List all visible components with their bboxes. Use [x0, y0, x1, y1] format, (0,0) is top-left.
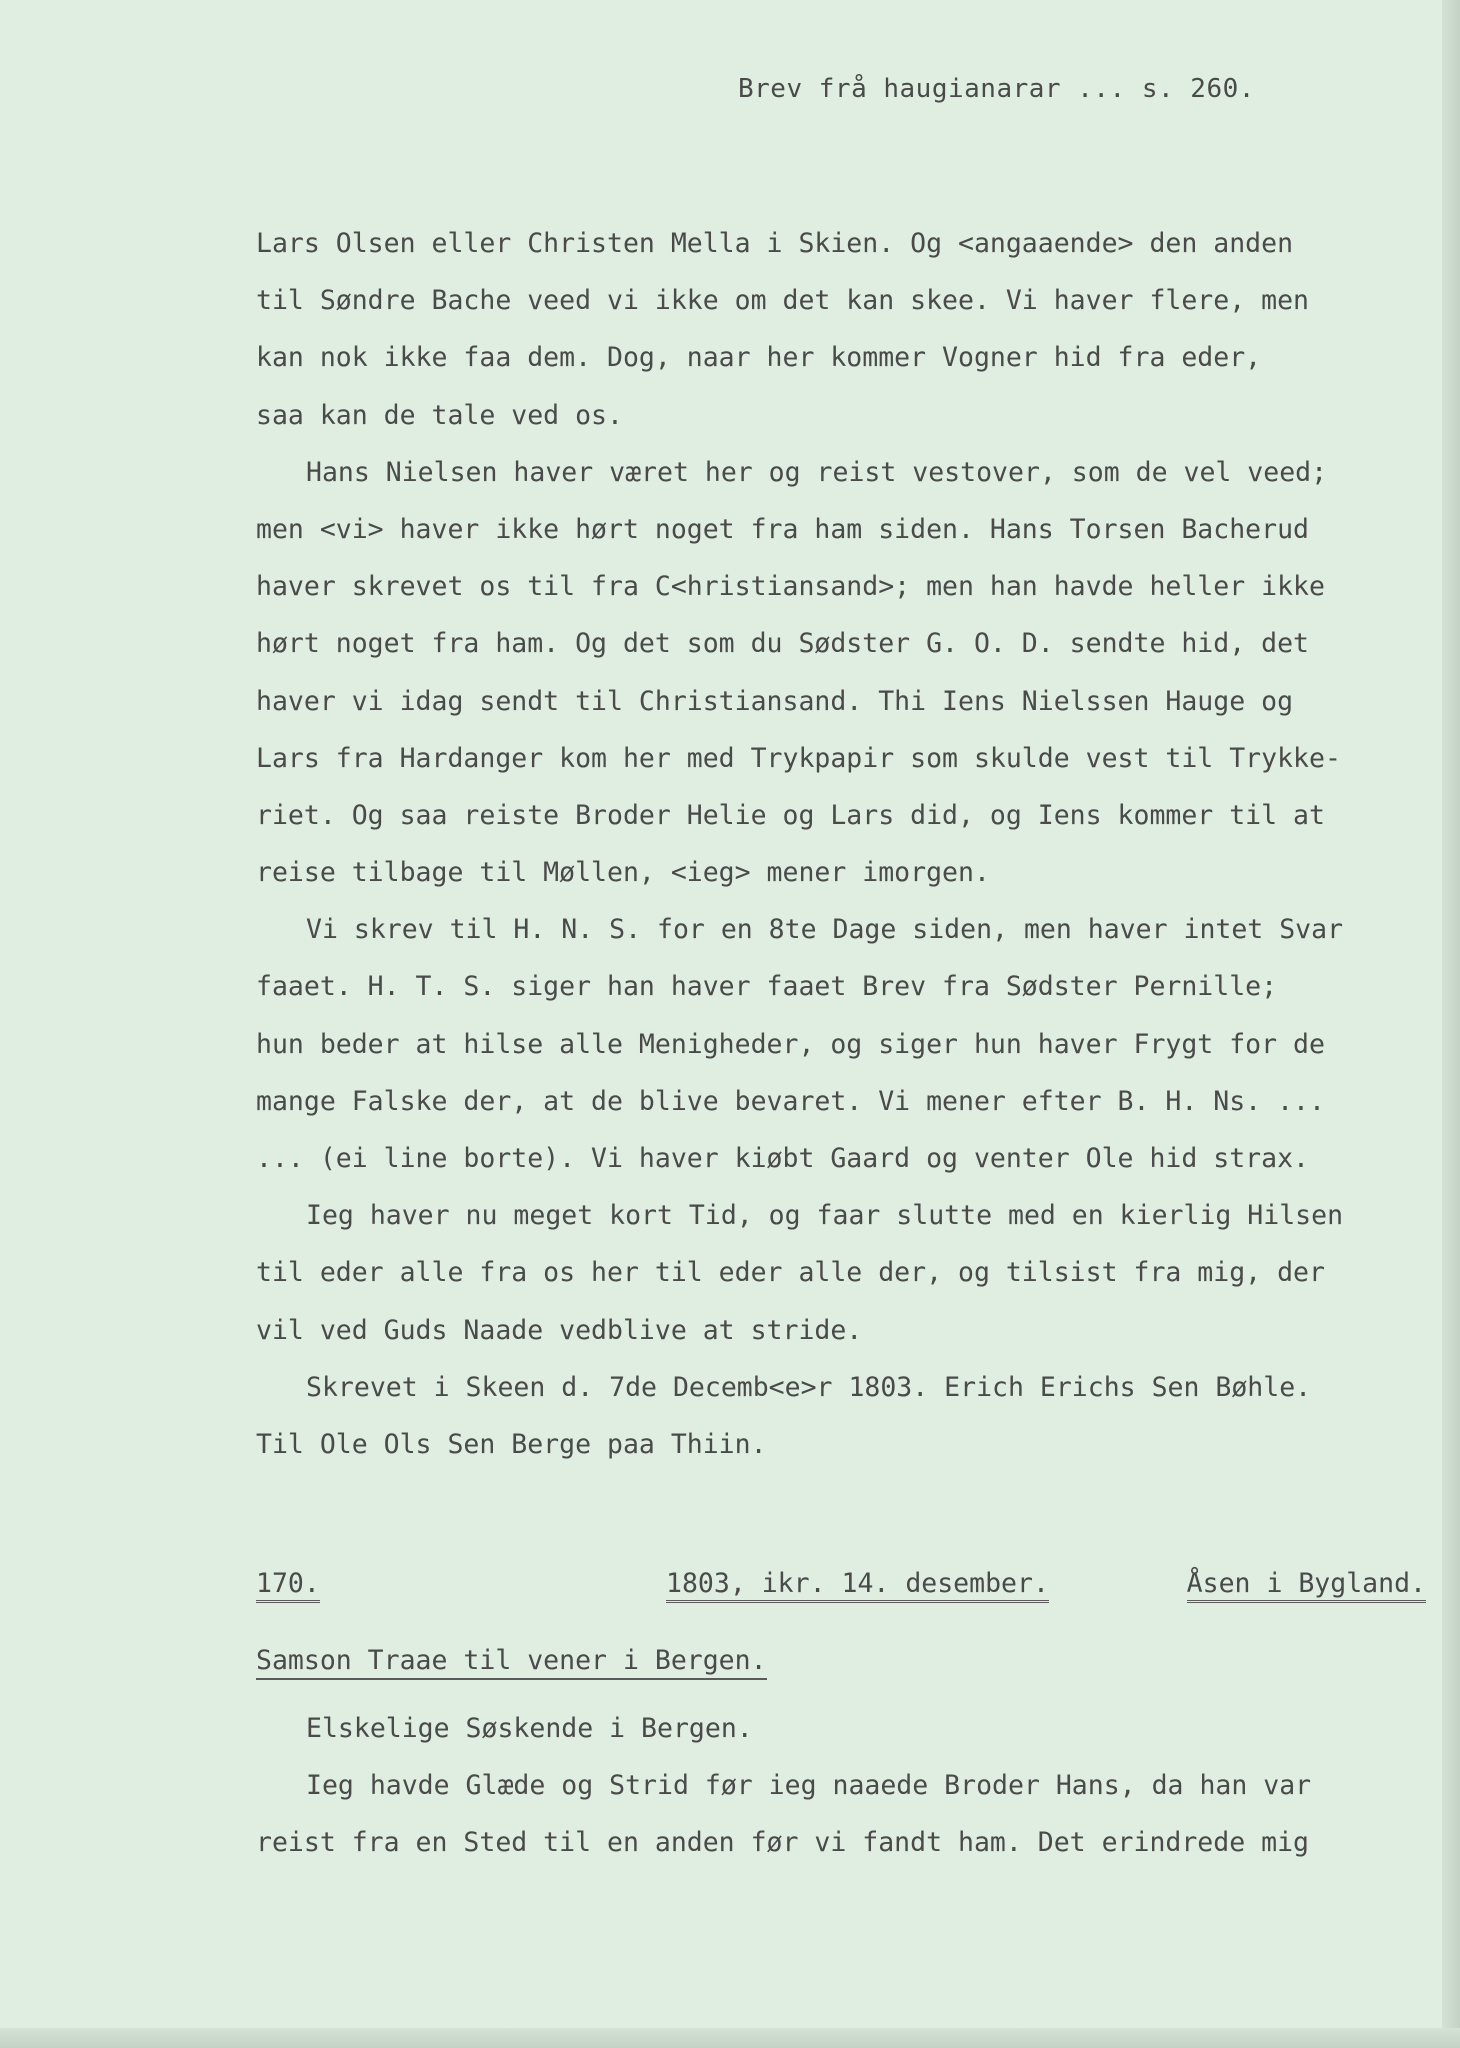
letter-body-line: kan nok ikke faa dem. Dog, naar her kommer Vogner hid fra eder,: [256, 342, 1262, 374]
letter2-body-line: Elskelige Søskende i Bergen.: [306, 1713, 753, 1744]
letter-body-line: faaet. H. T. S. siger han haver faaet Brev fra Sødster Pernille;: [256, 971, 1278, 1003]
letter2-body-line: reist fra en Sted til en anden før vi fandt ham. Det erindrede mig: [256, 1827, 1309, 1859]
letter-body-line: Lars fra Hardanger kom her med Trykpapir som skulde vest til Trykke-: [256, 742, 1341, 774]
letter-body-line: til eder alle fra os her til eder alle der, og tilsist fra mig, der: [256, 1257, 1325, 1289]
letter-body-line: men <vi> haver ikke hørt noget fra ham siden. Hans Torsen Bacherud: [256, 513, 1309, 545]
entry-number: 170.: [256, 1568, 320, 1603]
letter-body-line: saa kan de tale ved os.: [256, 399, 623, 431]
letter-body-line: Vi skrev til H. N. S. for en 8te Dage siden, men haver intet Svar: [306, 914, 1344, 946]
letter-body-line: til Søndre Bache veed vi ikke om det kan skee. Vi haver flere, men: [256, 285, 1309, 317]
entry-heading: [256, 1568, 1426, 1618]
letter-body-line: ... (ei line borte). Vi haver kiøbt Gaard og venter Ole hid strax.: [256, 1143, 1309, 1174]
letter-body-line: riet. Og saa reiste Broder Helie og Lars did, og Iens kommer til at: [256, 799, 1325, 831]
letter-body-line: mange Falske der, at de blive bevaret. Vi mener efter B. H. Ns. ...: [256, 1085, 1325, 1117]
letter-body-line: Skrevet i Skeen d. 7de Decemb<e>r 1803. Erich Erichs Sen Bøhle.: [306, 1371, 1312, 1403]
entry-place: Åsen i Bygland.: [1187, 1568, 1426, 1603]
letter-body-line: vil ved Guds Naade vedblive at stride.: [256, 1314, 863, 1346]
letter-body: [256, 215, 1426, 1473]
letter-body-line: reise tilbage til Møllen, <ieg> mener imorgen.: [256, 857, 990, 889]
letter-body-line: haver vi idag sendt til Christiansand. Thi Iens Nielssen Hauge og: [256, 685, 1294, 717]
letter-body-line: haver skrevet os til fra C<hristiansand>; men han havde heller ikke: [256, 571, 1325, 603]
letter2-body: [256, 1700, 1426, 1872]
letter-body-line: hørt noget fra ham. Og det som du Sødster G. O. D. sendte hid, det: [256, 628, 1309, 660]
letter-body-line: Lars Olsen eller Christen Mella i Skien. Og <angaaende> den anden: [256, 228, 1294, 259]
entry-date: 1803, ikr. 14. desember.: [666, 1568, 1049, 1603]
addressee-line: Samson Traae til vener i Bergen.: [256, 1645, 767, 1680]
letter2-body-line: Ieg havde Glæde og Strid før ieg naaede Broder Hans, da han var: [306, 1770, 1312, 1802]
letter-body-line: Til Ole Ols Sen Berge paa Thiin.: [256, 1428, 767, 1460]
running-head: Brev frå haugianarar ... s. 260.: [738, 74, 1255, 104]
page-edge-bottom: [0, 2028, 1460, 2048]
page-edge-right: [1442, 0, 1460, 2048]
letter-body-line: Hans Nielsen haver været her og reist vestover, som de vel veed;: [306, 456, 1328, 488]
letter-body-line: Ieg haver nu meget kort Tid, og faar slutte med en kierlig Hilsen: [306, 1200, 1344, 1232]
letter-body-line: hun beder at hilse alle Menigheder, og siger hun haver Frygt for de: [256, 1028, 1325, 1060]
